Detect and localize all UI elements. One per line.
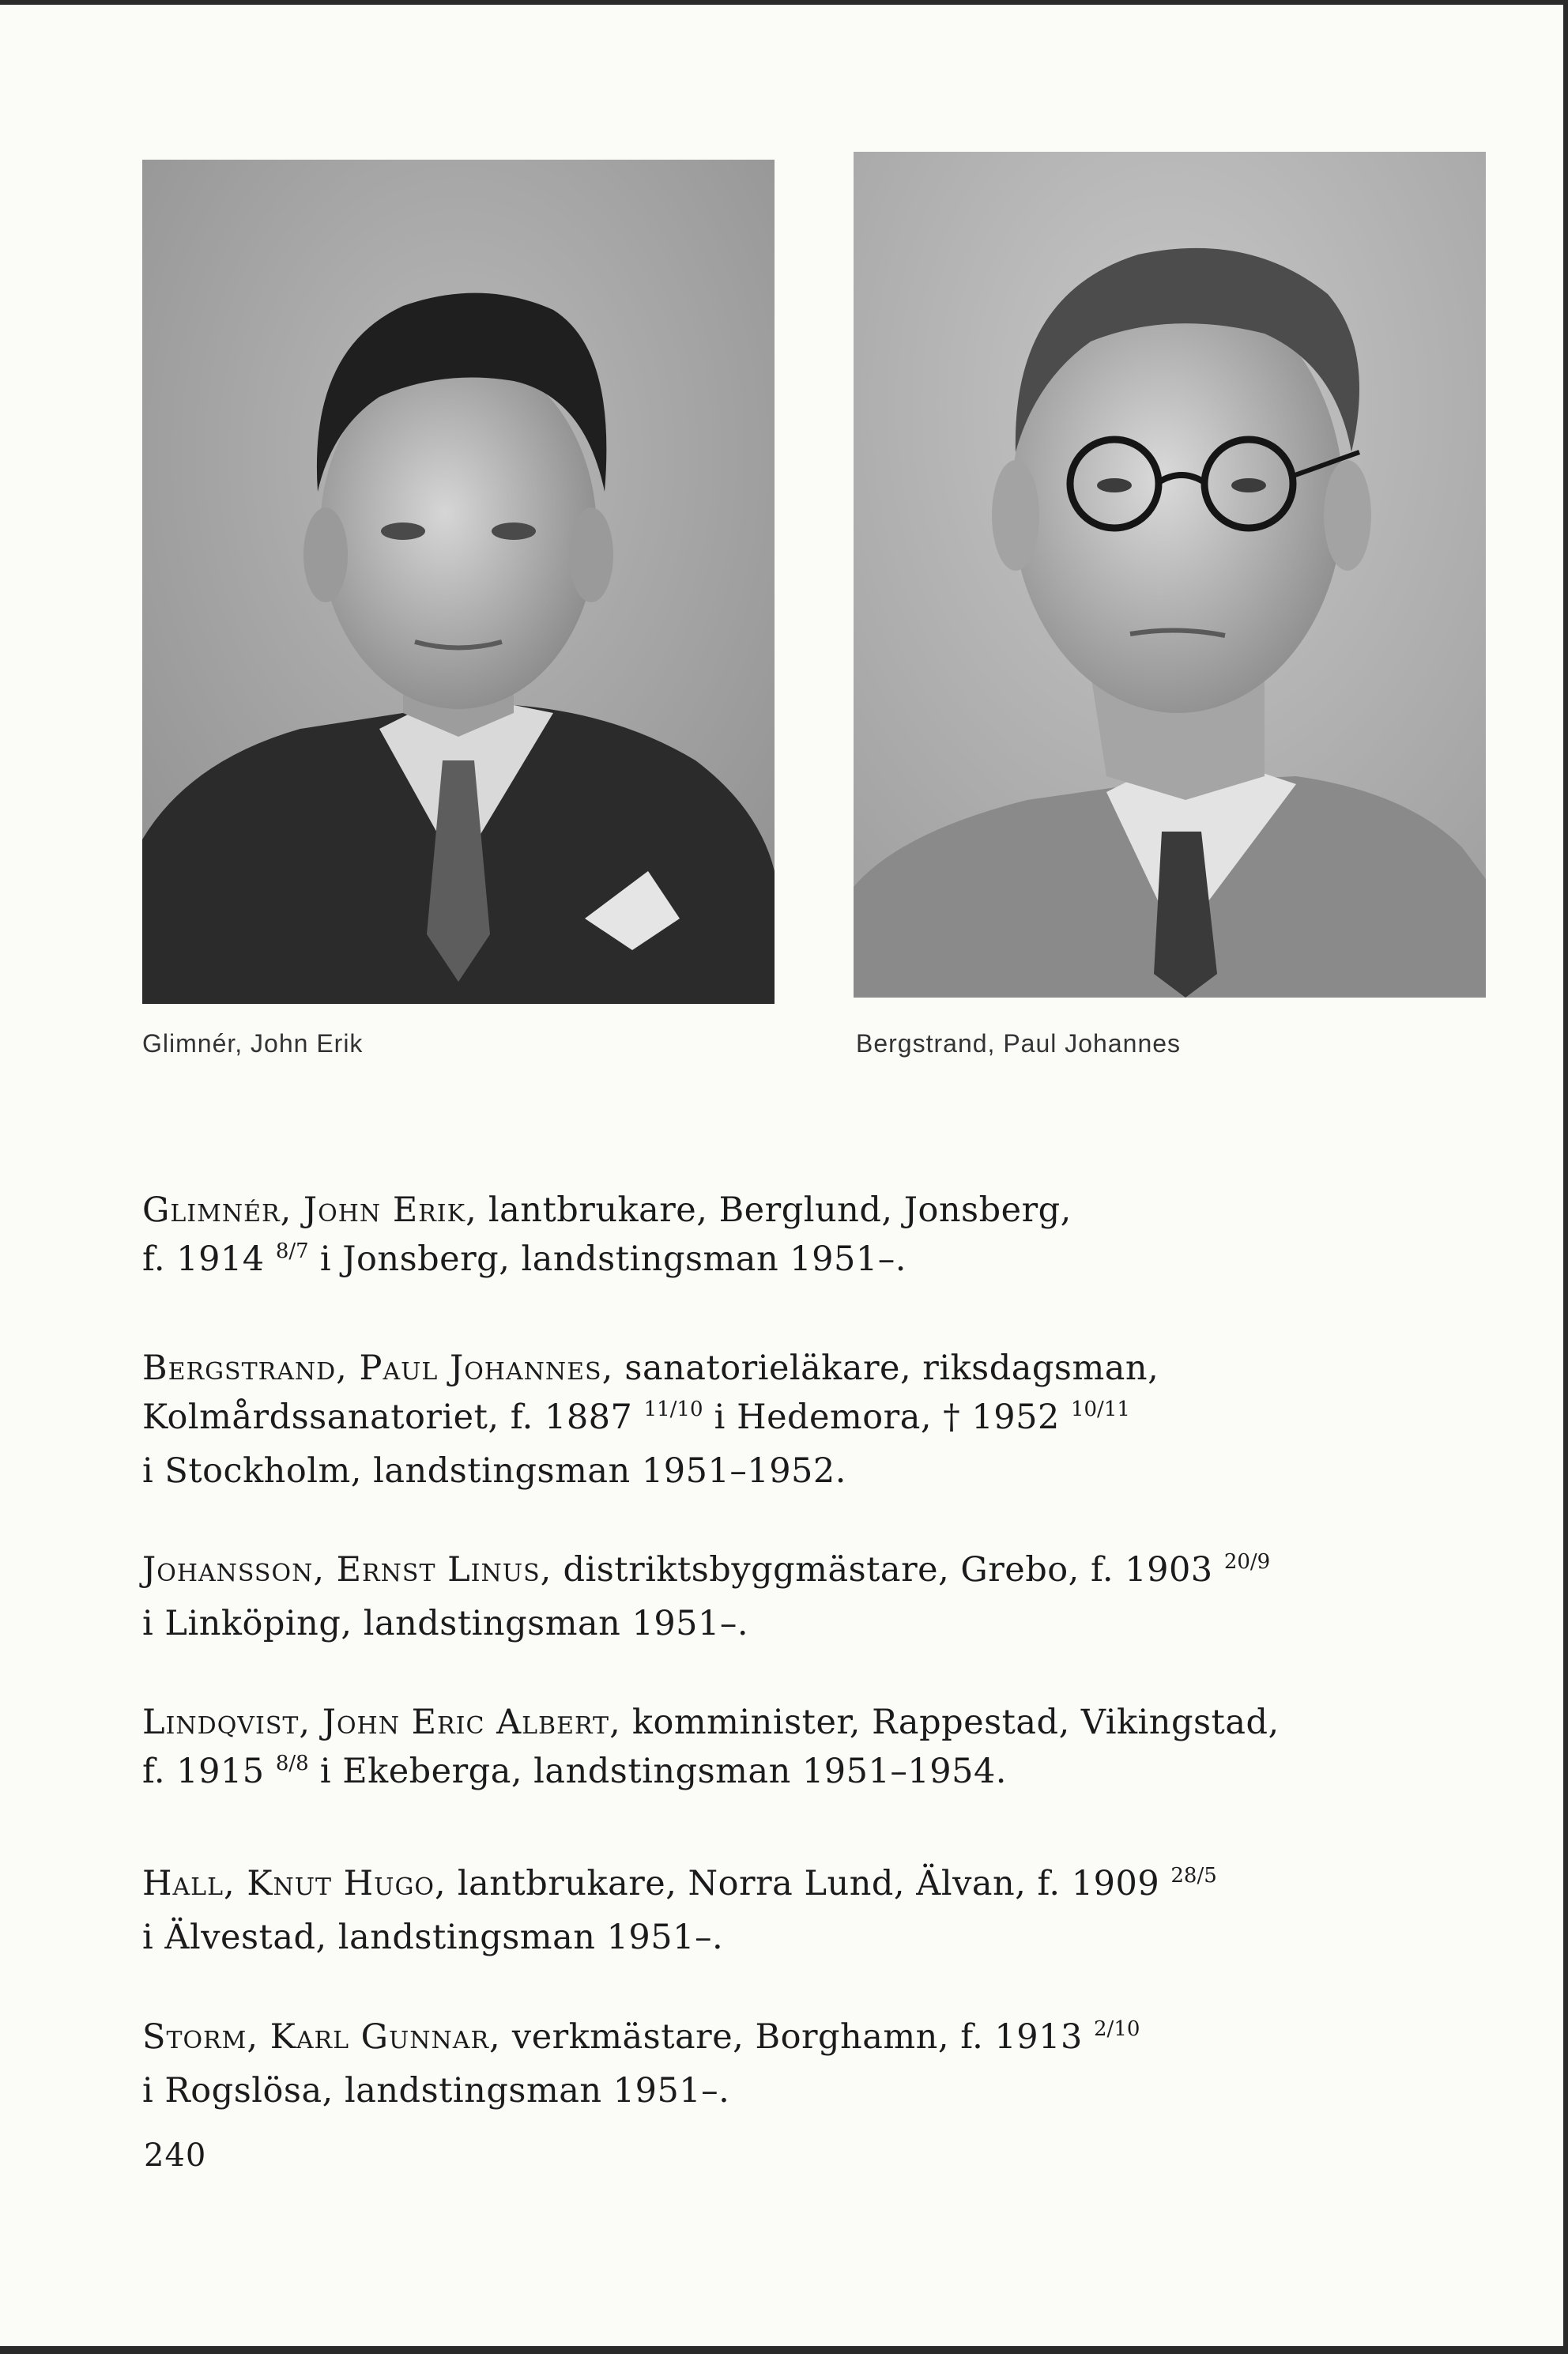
entry-date-fraction: 8/7	[275, 1239, 309, 1263]
entry-text: lantbrukare, Berglund, Jonsberg,	[477, 1190, 1072, 1230]
entry-text: verkmästare, Borghamn, f. 1913	[500, 2017, 1095, 2057]
entry-text: i Rogslösa, landstingsman 1951–.	[142, 2071, 730, 2111]
biography-entry-lindqvist	[142, 1698, 1470, 1801]
photo-caption-left: Glimnér, John Erik	[142, 1029, 364, 1058]
entry-line	[142, 1698, 1470, 1747]
entry-line	[142, 1599, 1470, 1648]
entry-line	[142, 1447, 1470, 1496]
entry-line	[142, 2013, 1470, 2066]
entry-name: Lindqvist, John Eric Albert,	[142, 1703, 621, 1742]
biography-entry-johansson	[142, 1545, 1470, 1648]
page-edge-top	[0, 0, 1568, 5]
entry-text: sanatorieläkare, riksdagsman,	[613, 1349, 1159, 1388]
entry-text: f. 1914	[142, 1239, 276, 1279]
entry-date-fraction: 20/9	[1223, 1550, 1271, 1574]
entry-text: i Hedemora, † 1952	[703, 1398, 1071, 1437]
entry-name: Glimnér, John Erik,	[142, 1190, 477, 1230]
entry-text: i Jonsberg, landstingsman 1951–.	[308, 1239, 906, 1279]
entry-line	[142, 1859, 1470, 1913]
entry-date-fraction: 10/11	[1070, 1398, 1130, 1421]
entry-text: lantbrukare, Norra Lund, Älvan, f. 1909	[446, 1864, 1171, 1903]
portrait-photo-glimner	[142, 160, 775, 1004]
biography-entry-glimner	[142, 1186, 1470, 1288]
entry-text: i Älvestad, landstingsman 1951–.	[142, 1918, 724, 1957]
entry-name: Bergstrand, Paul Johannes,	[142, 1349, 614, 1388]
portrait-photo-bergstrand	[854, 152, 1486, 998]
photo-caption-right: Bergstrand, Paul Johannes	[856, 1029, 1182, 1058]
page-edge-right	[1563, 0, 1568, 2354]
entry-name: Johansson, Ernst Linus,	[142, 1550, 552, 1590]
entry-line	[142, 1747, 1470, 1801]
entry-text: i Linköping, landstingsman 1951–.	[142, 1604, 749, 1643]
entry-text: distriktsbyggmästare, Grebo, f. 1903	[552, 1550, 1224, 1590]
entry-date-fraction: 11/10	[643, 1398, 703, 1421]
entry-line	[142, 1235, 1470, 1288]
entry-line	[142, 1545, 1470, 1599]
entry-text: i Stockholm, landstingsman 1951–1952.	[142, 1451, 846, 1491]
entry-line	[142, 1393, 1470, 1447]
biography-entry-bergstrand	[142, 1344, 1470, 1496]
entry-date-fraction: 8/8	[275, 1752, 309, 1775]
biography-entry-storm	[142, 2013, 1470, 2115]
entry-line	[142, 2066, 1470, 2115]
entry-text: Kolmårdssanatoriet, f. 1887	[142, 1398, 644, 1437]
page-number: 240	[144, 2137, 207, 2174]
entry-date-fraction: 2/10	[1094, 2017, 1140, 2041]
entry-name: Hall, Knut Hugo,	[142, 1864, 447, 1903]
entry-name: Storm, Karl Gunnar,	[142, 2017, 501, 2057]
entry-line	[142, 1913, 1470, 1962]
biography-entry-hall	[142, 1859, 1470, 1962]
entry-date-fraction: 28/5	[1170, 1864, 1217, 1888]
entry-text: komminister, Rappestad, Vikingstad,	[620, 1703, 1280, 1742]
entry-line	[142, 1344, 1470, 1393]
entry-text: f. 1915	[142, 1752, 276, 1791]
entry-text: i Ekeberga, landstingsman 1951–1954.	[308, 1752, 1007, 1791]
page-edge-bottom	[0, 2346, 1568, 2354]
entry-line	[142, 1186, 1470, 1235]
